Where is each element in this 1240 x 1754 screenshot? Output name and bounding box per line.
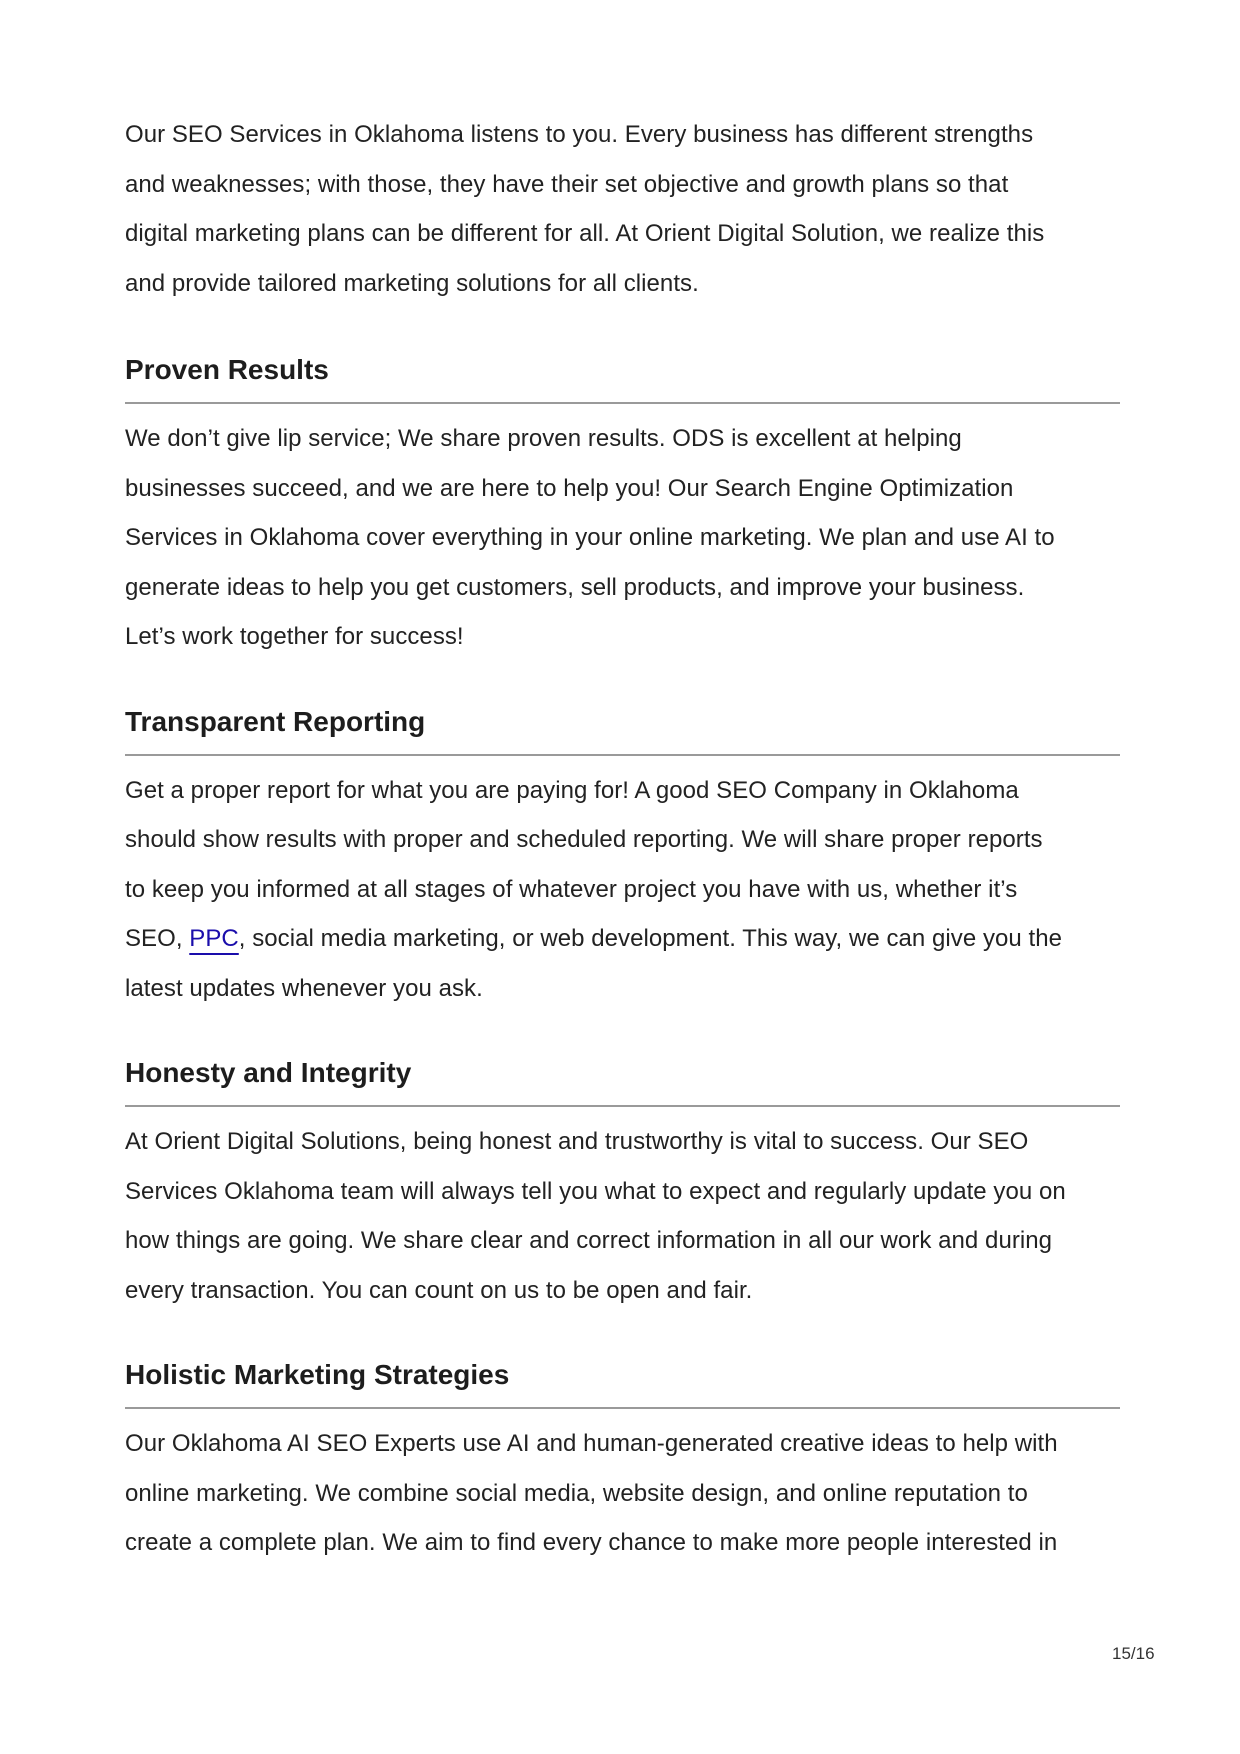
section-divider bbox=[125, 754, 1120, 756]
section-heading-transparent-reporting: Transparent Reporting bbox=[125, 705, 426, 737]
paragraph-line: Services in Oklahoma cover everything in your online marketing. We plan and use AI to bbox=[125, 524, 1055, 551]
paragraph-line: and weaknesses; with those, they have their set objective and growth plans so that bbox=[125, 170, 1009, 198]
paragraph-line: Our Oklahoma AI SEO Experts use AI and human-generated creative ideas to help with bbox=[125, 1430, 1058, 1457]
paragraph-line: to keep you informed at all stages of whatever project you have with us, whether it’s bbox=[125, 875, 1018, 903]
paragraph-line: Get a proper report for what you are paying for! A good SEO Company in Oklahoma bbox=[125, 776, 1019, 804]
intro-paragraph bbox=[125, 110, 1120, 308]
paragraph-line: and provide tailored marketing solutions for all clients. bbox=[125, 269, 699, 297]
proven-results-paragraph bbox=[125, 414, 1120, 662]
paragraph-line: how things are going. We share clear and correct information in all our work and during bbox=[125, 1227, 1053, 1254]
paragraph-line: should show results with proper and scheduled reporting. We will share proper reports bbox=[125, 826, 1043, 853]
paragraph-line: businesses succeed, and we are here to help you! Our Search Engine Optimization bbox=[125, 474, 1014, 502]
paragraph-line-with-link bbox=[125, 914, 1120, 964]
paragraph-line: Services Oklahoma team will always tell you what to expect and regularly update you on bbox=[125, 1177, 1066, 1205]
section-heading-proven-results: Proven Results bbox=[125, 354, 329, 385]
honesty-integrity-paragraph bbox=[125, 1117, 1120, 1315]
paragraph-line: At Orient Digital Solutions, being honest and trustworthy is vital to success. Our SEO bbox=[125, 1128, 1029, 1155]
section-heading-honesty-integrity: Honesty and Integrity bbox=[125, 1057, 412, 1088]
transparent-reporting-paragraph bbox=[125, 766, 1120, 1014]
link-line-prefix: SEO, bbox=[125, 925, 190, 952]
paragraph-line: digital marketing plans can be different for all. At Orient Digital Solution, we realize this bbox=[125, 220, 1045, 247]
page-number: 15/16 bbox=[1112, 1644, 1155, 1663]
paragraph-line: every transaction. You can count on us to be open and fair. bbox=[125, 1276, 753, 1304]
section-divider bbox=[125, 402, 1120, 404]
paragraph-line: Our SEO Services in Oklahoma listens to you. Every business has different strengths bbox=[125, 121, 1034, 148]
section-divider bbox=[125, 1105, 1120, 1107]
paragraph-line: online marketing. We combine social media, website design, and online reputation to bbox=[125, 1479, 1028, 1507]
paragraph-line: create a complete plan. We aim to find every chance to make more people interested in bbox=[125, 1529, 1058, 1556]
link-line-suffix: , social media marketing, or web development. This way, we can give you the bbox=[238, 925, 1063, 952]
paragraph-line: latest updates whenever you ask. bbox=[125, 974, 483, 1002]
section-divider bbox=[125, 1407, 1120, 1409]
paragraph-line: generate ideas to help you get customers, sell products, and improve your business. bbox=[125, 573, 1025, 601]
holistic-marketing-paragraph bbox=[125, 1419, 1120, 1568]
section-heading-holistic-marketing: Holistic Marketing Strategies bbox=[125, 1359, 510, 1390]
paragraph-line: We don’t give lip service; We share proven results. ODS is excellent at helping bbox=[125, 425, 962, 452]
document-page bbox=[125, 110, 1120, 1568]
ppc-link[interactable]: PPC bbox=[189, 925, 239, 952]
paragraph-line: Let’s work together for success! bbox=[125, 623, 464, 650]
